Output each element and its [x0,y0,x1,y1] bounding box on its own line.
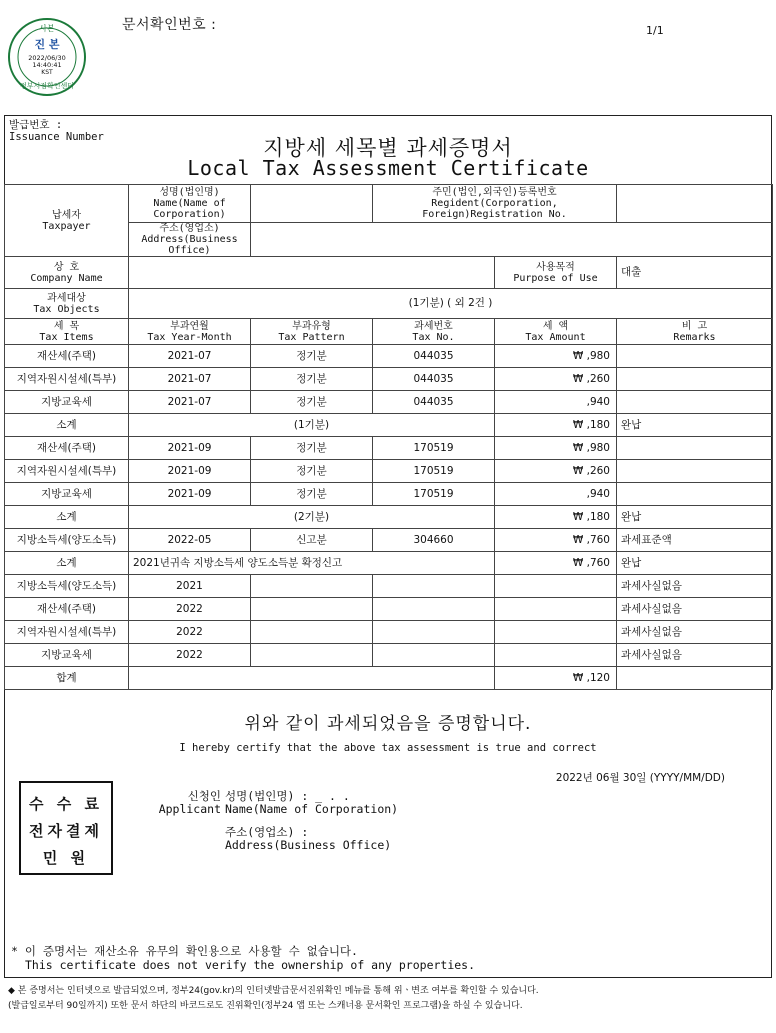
table-row [5,437,773,460]
tax-amount: ₩ ,120 [495,667,617,690]
column-header: 과세번호 Tax No. [373,319,495,345]
certify-statement-ko: 위와 같이 과세되었음을 증명합니다. [244,714,532,734]
tax-pattern [251,621,373,644]
column-header: 부과유형 Tax Pattern [251,319,373,345]
footer-line-2: (발급일로부터 90일까지) 또한 문서 하단의 바코드로도 진위확인(정부24 앱 또는 스캐너용 문서확인 프로그램)을 하실 수 있습니다. [8,1001,523,1011]
applicant-name-label-en: Name(Name of Corporation) [225,802,399,816]
tax-number [373,644,495,667]
table-row [5,483,773,506]
table-row [5,644,773,667]
address-value [251,223,773,257]
total-blank [129,667,495,690]
applicant-name-label: 성명(법인명) : _ . . [225,789,350,803]
tax-remarks: 과세사실없음 [617,575,773,598]
column-header: 세 목 Tax Items [5,319,129,345]
table-row [5,506,773,529]
tax-amount: ₩ ,180 [495,506,617,529]
tax-pattern [251,575,373,598]
issuance-label-ko: 발급번호 : [9,119,63,131]
tax-amount: ₩ ,980 [495,345,617,368]
footer-line-1: ◆ 본 증명서는 인터넷으로 발급되었으며, 정부24(gov.kr)의 인터넷발급문서진위확인 메뉴를 통해 위ㆍ변조 여부를 확인할 수 있습니다. [8,986,539,996]
table-row [5,460,773,483]
table-row [5,368,773,391]
fee-box [19,781,113,875]
tax-pattern: 정기분 [251,345,373,368]
tax-number [373,598,495,621]
document-confirmation-label: 문서확인번호 : [122,17,217,33]
tax-remarks: 완납 [617,552,773,575]
tax-remarks [617,437,773,460]
tax-amount: ,940 [495,483,617,506]
tax-remarks: 과세사실없음 [617,598,773,621]
tax-remarks: 과세표준액 [617,529,773,552]
tax-amount [495,621,617,644]
tax-item: 소계 [5,552,129,575]
tax-amount: ,940 [495,391,617,414]
tax-remarks [617,460,773,483]
tax-number: 304660 [373,529,495,552]
tax-remarks: 과세사실없음 [617,644,773,667]
name-value [251,185,373,223]
fee-line-2: 전자결제 [29,822,103,840]
tax-remarks [617,368,773,391]
tax-number: 044035 [373,391,495,414]
tax-year-month: 2021-07 [129,391,251,414]
tax-amount: ₩ ,260 [495,368,617,391]
subtotal-period: (1기분) [129,414,495,437]
tax-pattern [251,598,373,621]
tax-item: 지역자원시설세(특부) [5,460,129,483]
taxpayer-label: 납세자 Taxpayer [5,185,129,257]
tax-year-month: 2021-09 [129,460,251,483]
tax-remarks [617,345,773,368]
applicant-address-label-en: Address(Business Office) [225,838,392,852]
certificate-frame [4,115,772,978]
company-value [129,257,495,289]
tax-item: 지방소득세(양도소득) [5,575,129,598]
tax-year-month: 2022 [129,598,251,621]
tax-remarks: 완납 [617,506,773,529]
tax-item: 지방소득세(양도소득) [5,529,129,552]
table-row [5,598,773,621]
tax-remarks [617,667,773,690]
purpose-value: 대출 [617,257,773,289]
tax-item: 지방교육세 [5,391,129,414]
tax-number [373,575,495,598]
column-header: 부과연월 Tax Year-Month [129,319,251,345]
table-row [5,345,773,368]
tax-pattern: 신고분 [251,529,373,552]
fee-line-3: 민 원 [42,849,90,867]
tax-remarks: 과세사실없음 [617,621,773,644]
tax-number: 044035 [373,368,495,391]
fee-line-1: 수 수 료 [29,795,103,813]
tax-objects-value: (1기분) ( 외 2건 ) [129,289,773,319]
column-header: 세 액 Tax Amount [495,319,617,345]
tax-item: 지방교육세 [5,483,129,506]
applicant-block [147,789,399,852]
tax-amount: ₩ ,760 [495,552,617,575]
table-row [5,667,773,690]
table-row [5,391,773,414]
tax-amount [495,575,617,598]
tax-item: 지역자원시설세(특부) [5,368,129,391]
tax-pattern: 정기분 [251,483,373,506]
purpose-label: 사용목적 Purpose of Use [495,257,617,289]
tax-remarks [617,483,773,506]
tax-item: 소계 [5,414,129,437]
note-en: This certificate does not verify the ownership of any properties. [25,958,476,972]
tax-amount: ₩ ,980 [495,437,617,460]
tax-objects-label: 과세대상 Tax Objects [5,289,129,319]
stamp-time: 14:40:41 [32,61,62,69]
tax-pattern: 정기분 [251,368,373,391]
title-korean: 지방세 세목별 과세증명서 [263,136,513,160]
tax-year-month: 2021-09 [129,483,251,506]
tax-item: 지방교육세 [5,644,129,667]
tax-number [373,621,495,644]
tax-year-month: 2021-09 [129,437,251,460]
registration-label: 주민(법인,외국인)등록번호 Regident(Corporation, Foreign)Registration No. [373,185,617,223]
tax-item: 지역자원시설세(특부) [5,621,129,644]
tax-number: 170519 [373,460,495,483]
tax-year-month: 2021-07 [129,345,251,368]
tax-amount [495,644,617,667]
page-number: 1/1 [646,24,664,37]
company-label: 상 호 Company Name [5,257,129,289]
tax-item: 재산세(주택) [5,598,129,621]
stamp-bottom-text: 정부시점확인센터 [19,82,75,90]
certify-statement-en: I hereby certify that the above tax assessment is true and correct [179,742,597,754]
tax-amount: ₩ ,180 [495,414,617,437]
tax-number: 170519 [373,483,495,506]
applicant-address-label: 주소(영업소) : [225,825,309,839]
tax-year-month: 2021 [129,575,251,598]
table-row [5,414,773,437]
note-ko: * 이 증명서는 재산소유 유무의 확인용으로 사용할 수 없습니다. [11,944,358,958]
column-header: 비 고 Remarks [617,319,773,345]
table-row [5,621,773,644]
tax-amount: ₩ ,260 [495,460,617,483]
tax-number: 044035 [373,345,495,368]
tax-item: 소계 [5,506,129,529]
registration-value [617,185,773,223]
tax-year-month: 2022 [129,644,251,667]
tax-year-month: 2022 [129,621,251,644]
tax-item: 합계 [5,667,129,690]
stamp-date: 2022/06/30 [28,54,66,62]
tax-number: 170519 [373,437,495,460]
footer-notice [8,984,768,1014]
table-row [5,529,773,552]
tax-pattern [251,644,373,667]
authenticity-stamp [6,16,88,98]
applicant-label-ko: 신청인 [187,789,221,803]
applicant-label-en: Applicant [158,802,221,816]
table-row [5,552,773,575]
tax-item: 재산세(주택) [5,345,129,368]
tax-pattern: 정기분 [251,391,373,414]
tax-remarks: 완납 [617,414,773,437]
subtotal-period: (2기분) [129,506,495,529]
issue-date: 2022년 06월 30일 (YYYY/MM/DD) [555,772,725,784]
name-label: 성명(법인명) Name(Name of Corporation) [129,185,251,223]
tax-table [4,184,773,690]
tax-pattern: 정기분 [251,437,373,460]
address-label: 주소(영업소) Address(Business Office) [129,223,251,257]
tax-amount [495,598,617,621]
tax-pattern: 정기분 [251,460,373,483]
tax-year-month: 2021-07 [129,368,251,391]
ownership-note [11,944,475,972]
stamp-center-text: 진 본 [34,38,60,51]
tax-amount: ₩ ,760 [495,529,617,552]
tax-remarks [617,391,773,414]
table-row [5,575,773,598]
stamp-top-text: 사본 [39,24,55,33]
tax-year-month: 2022-05 [129,529,251,552]
stamp-tz: KST [41,69,53,76]
title-english: Local Tax Assessment Certificate [187,156,589,180]
tax-item: 재산세(주택) [5,437,129,460]
issuance-label-en: Issuance Number [9,131,104,143]
subtotal-description: 2021년귀속 지방소득세 양도소득분 확정신고 [129,552,495,575]
